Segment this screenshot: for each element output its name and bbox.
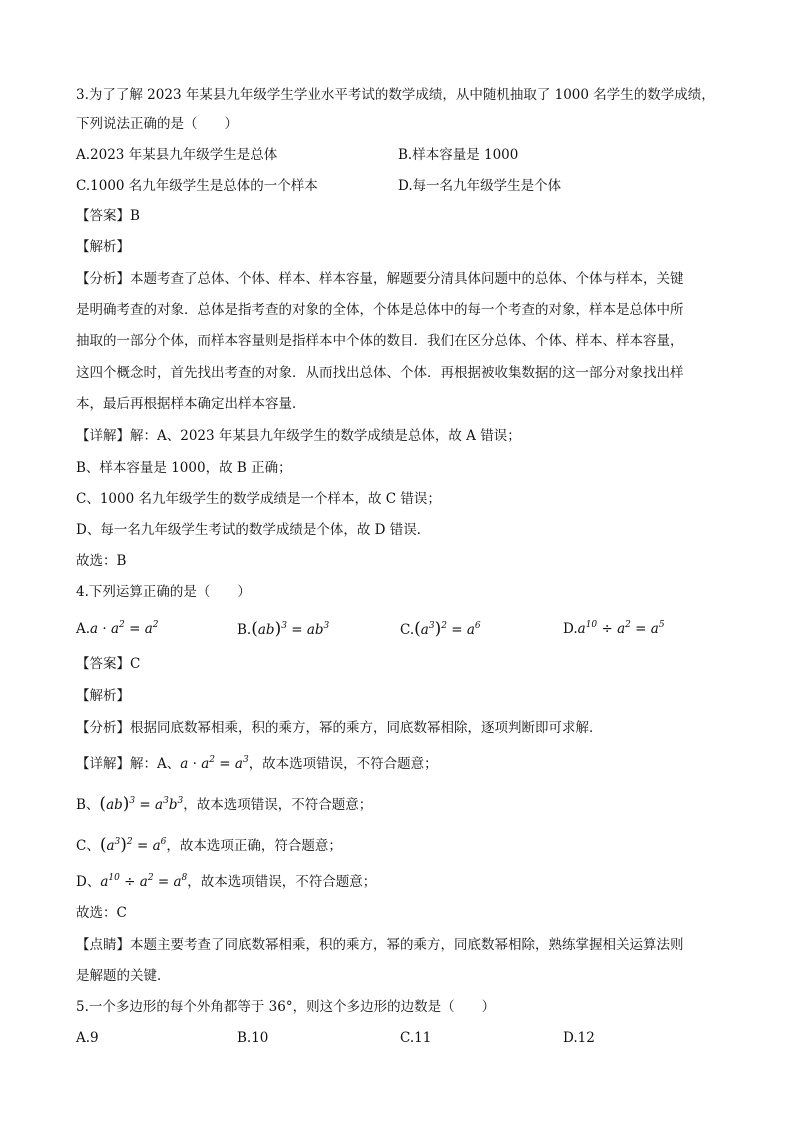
q4-option-b: $B.(ab)^3 = ab^3$ [237, 619, 330, 639]
q4-option-c: $C.(a^3)^2 = a^6$ [400, 619, 481, 639]
q4-detail-b: B、$(ab)^3 = a^3b^3$，故本选项错误，不符合题意； [76, 794, 373, 814]
q4-analysis: 【分析】根据同底数幂相乘，积的乘方，幂的乘方，同底数幂相除，逐项判断即可求解． [76, 720, 603, 736]
q3-detail-line3: C、1000 名九年级学生的数学成绩是一个样本，故 C 错误； [76, 491, 441, 507]
q4-option-d: $D.a^{10} \div a^2 = a^5$ [563, 620, 665, 637]
q3-analysis-line2: 是明确考查的对象．总体是指考查的对象的全体，个体是总体中的每一个考查的对象，样本是总体中所 [76, 302, 684, 318]
q3-stem-line2: 下列说法正确的是（ ） [76, 116, 238, 132]
q4-detail-b-suffix: ，故本选项错误，不符合题意； [183, 797, 373, 813]
q3-analysis-line4: 这四个概念时，首先找出考查的对象．从而找出总体、个体．再根据被收集数据的这一部分对象找出样 [76, 365, 684, 381]
q3-analysis-line1: 【分析】本题考查了总体、个体、样本、样本容量，解题要分清具体问题中的总体、个体与样本，关键 [76, 271, 684, 287]
q3-detail-line1: 【详解】解：A、2023 年某县九年级学生的数学成绩是总体，故 A 错误； [76, 428, 521, 444]
q3-answer: 【答案】B [76, 208, 140, 224]
q4-option-a: $A.a \cdot a^2 = a^2$ [76, 620, 159, 637]
q4-stem: 4.下列运算正确的是（ ） [76, 584, 251, 600]
q4-comment-line2: 是解题的关键． [76, 968, 171, 984]
q4-jiexi-label: 【解析】 [76, 688, 130, 704]
q3-detail-line2: B、样本容量是 1000，故 B 正确； [76, 460, 292, 476]
q5-option-a: A.9 [76, 1030, 99, 1046]
q3-jiexi-label: 【解析】 [76, 239, 130, 255]
q4-choose: 故选：C [76, 905, 127, 921]
q4-detail-c-suffix: ，故本选项正确，符合题意； [166, 838, 342, 854]
q3-option-d: D.每一名九年级学生是个体 [398, 178, 562, 194]
q5-option-b: B.10 [237, 1030, 269, 1046]
q3-option-b: B.样本容量是 1000 [398, 147, 519, 163]
q3-choose: 故选：B [76, 553, 127, 569]
q3-stem-line1: 3.为了了解 2023 年某县九年级学生学业水平考试的数学成绩，从中随机抽取了 1000 名学生的数学成绩， [76, 87, 715, 103]
q4-detail-prefix: 【详解】解：A、 [76, 756, 181, 772]
q4-comment-line1: 【点睛】本题主要考查了同底数幂相乘，积的乘方，幂的乘方，同底数幂相除，熟练掌握相关运算法则 [76, 937, 684, 953]
q3-detail-line4: D、每一名九年级学生考试的数学成绩是个体，故 D 错误． [76, 522, 431, 538]
q3-option-a: A.2023 年某县九年级学生是总体 [76, 147, 278, 163]
q4-detail-d: D、$a^{10} \div a^2 = a^8$，故本选项错误，不符合题意； [76, 873, 377, 890]
q4-answer: 【答案】C [76, 656, 141, 672]
q4-detail-a-suffix: ，故本选项错误，不符合题意； [248, 756, 438, 772]
q5-option-d: D.12 [563, 1030, 595, 1046]
q4-detail-d-suffix: ，故本选项错误，不符合题意； [187, 874, 377, 890]
q3-option-c: C.1000 名九年级学生是总体的一个样本 [76, 178, 318, 194]
q4-detail-a: 【详解】解：A、$a \cdot a^2 = a^3$，故本选项错误，不符合题意； [76, 755, 438, 772]
q3-analysis-line5: 本，最后再根据样本确定出样本容量． [76, 396, 306, 412]
q3-analysis-line3: 抽取的一部分个体，而样本容量则是指样本中个体的数目．我们在区分总体、个体、样本、样本容量， [76, 333, 684, 349]
q5-stem: 5.一个多边形的每个外角都等于 36°，则这个多边形的边数是（ ） [76, 999, 496, 1015]
q4-detail-c: C、$(a^3)^2 = a^6$，故本选项正确，符合题意； [76, 835, 342, 855]
q5-option-c: C.11 [400, 1030, 432, 1046]
